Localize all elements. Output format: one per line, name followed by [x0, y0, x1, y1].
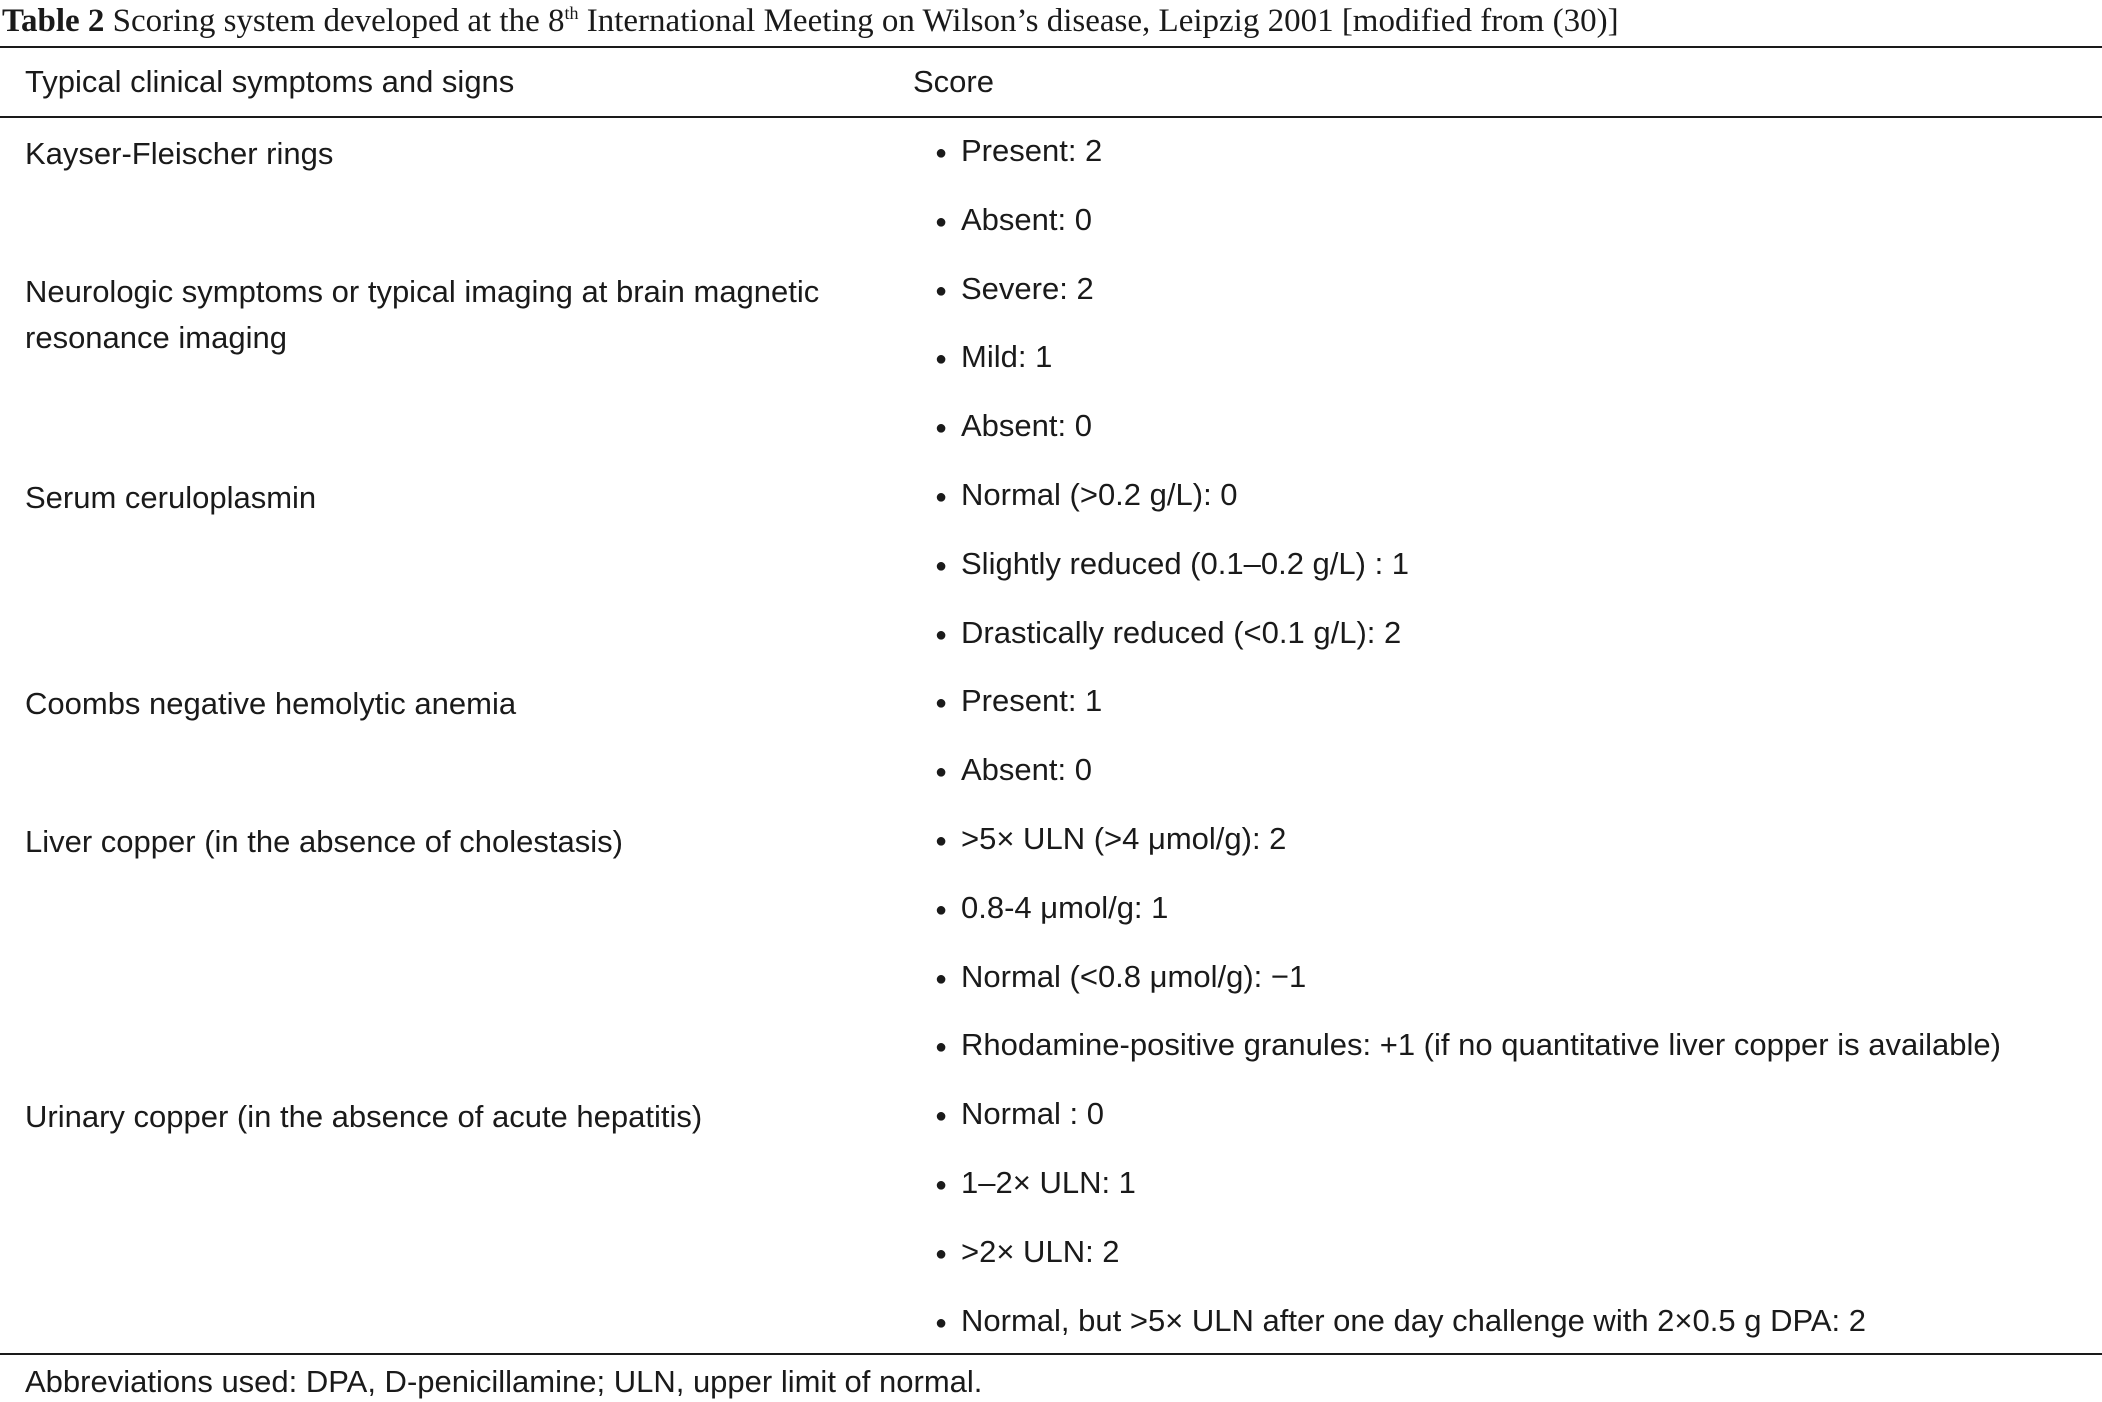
bottom-rule	[0, 1353, 2102, 1355]
table-row	[0, 805, 2102, 1080]
score-text: Absent: 0	[961, 201, 1092, 237]
score-item	[935, 544, 1409, 586]
score-item	[935, 613, 1401, 655]
score-item	[935, 888, 1168, 930]
header-symptoms: Typical clinical symptoms and signs	[25, 64, 515, 99]
symptom-cell: Liver copper (in the absence of cholestasis)	[25, 824, 623, 859]
caption-text-continued: International Meeting on Wilson’s disease, Leipzig 2001 [modified from (30)]	[586, 3, 1619, 39]
score-item	[935, 819, 1286, 861]
bullet-icon: ●	[935, 486, 948, 508]
score-item	[935, 200, 1092, 242]
bullet-icon: ●	[935, 348, 948, 371]
bullet-icon: ●	[935, 417, 948, 440]
table-number: Table 2	[2, 3, 105, 39]
bullet-icon: ●	[935, 142, 948, 164]
top-rule	[0, 46, 2102, 48]
symptom-cell: Kayser-Fleischer rings	[25, 136, 334, 171]
score-item	[935, 131, 1102, 173]
score-item	[935, 475, 1238, 517]
score-text: >2× ULN: 2	[961, 1233, 1120, 1269]
score-item	[935, 957, 1306, 999]
table-row	[0, 461, 2102, 667]
score-text: Present: 2	[961, 133, 1103, 168]
bullet-icon: ●	[935, 967, 948, 990]
score-item	[935, 750, 1092, 792]
score-text: Normal (>0.2 g/L): 0	[961, 477, 1238, 512]
score-text: Normal (<0.8 μmol/g): −1	[961, 958, 1307, 994]
table-row	[0, 667, 2102, 805]
score-item	[935, 269, 1094, 311]
bullet-icon: ●	[935, 1311, 948, 1334]
score-item	[935, 1025, 2001, 1067]
symptom-cell: Neurologic symptoms or typical imaging at brain magnetic resonance imaging	[25, 273, 820, 355]
bullet-icon: ●	[935, 554, 948, 577]
bullet-icon: ●	[935, 1242, 948, 1265]
table-row	[0, 255, 2102, 461]
bullet-icon: ●	[935, 1105, 948, 1128]
score-item	[935, 1301, 1866, 1343]
bullet-icon: ●	[935, 761, 948, 784]
score-item	[935, 1232, 1120, 1274]
score-item	[935, 681, 1102, 723]
caption-superscript: th	[564, 3, 579, 23]
score-text: >5× ULN (>4 μmol/g): 2	[961, 821, 1287, 856]
score-item	[935, 337, 1052, 379]
bullet-icon: ●	[935, 210, 948, 233]
score-text: Normal, but >5× ULN after one day challenge with 2×0.5 g DPA: 2	[961, 1302, 1866, 1338]
score-item	[935, 1094, 1104, 1136]
score-text: Rhodamine-positive granules: +1 (if no quantitative liver copper is available)	[961, 1027, 2001, 1063]
table-row	[0, 117, 2102, 255]
bullet-icon: ●	[935, 692, 948, 715]
table-body	[0, 117, 2102, 1353]
symptom-cell: Coombs negative hemolytic anemia	[25, 686, 517, 722]
header-score: Score	[913, 64, 994, 99]
score-text: Absent: 0	[961, 752, 1092, 788]
score-text: Mild: 1	[961, 339, 1053, 375]
symptom-cell: Urinary copper (in the absence of acute hepatitis)	[25, 1099, 703, 1135]
score-text: Severe: 2	[961, 270, 1094, 306]
score-text: Present: 1	[961, 683, 1103, 719]
score-text: Absent: 0	[961, 408, 1092, 444]
score-text: Drastically reduced (<0.1 g/L): 2	[961, 614, 1402, 650]
bullet-icon: ●	[935, 830, 948, 852]
symptom-cell: Serum ceruloplasmin	[25, 480, 317, 515]
table-header-row	[0, 50, 2102, 114]
bullet-icon: ●	[935, 1173, 948, 1196]
bullet-icon: ●	[935, 623, 948, 646]
score-item	[935, 406, 1092, 448]
caption-text: Scoring system developed at the 8	[112, 3, 565, 39]
score-text: 0.8-4 μmol/g: 1	[961, 889, 1169, 925]
score-text: Slightly reduced (0.1–0.2 g/L) : 1	[961, 545, 1410, 581]
table-footnote: Abbreviations used: DPA, D-penicillamine; ULN, upper limit of normal.	[25, 1364, 983, 1399]
score-text: 1–2× ULN: 1	[961, 1164, 1136, 1200]
score-item	[935, 1163, 1136, 1205]
bullet-icon: ●	[935, 1036, 948, 1059]
score-text: Normal : 0	[961, 1096, 1104, 1132]
bullet-icon: ●	[935, 279, 948, 302]
bullet-icon: ●	[935, 898, 948, 921]
table-caption	[0, 0, 2102, 44]
table-row	[0, 1080, 2102, 1355]
